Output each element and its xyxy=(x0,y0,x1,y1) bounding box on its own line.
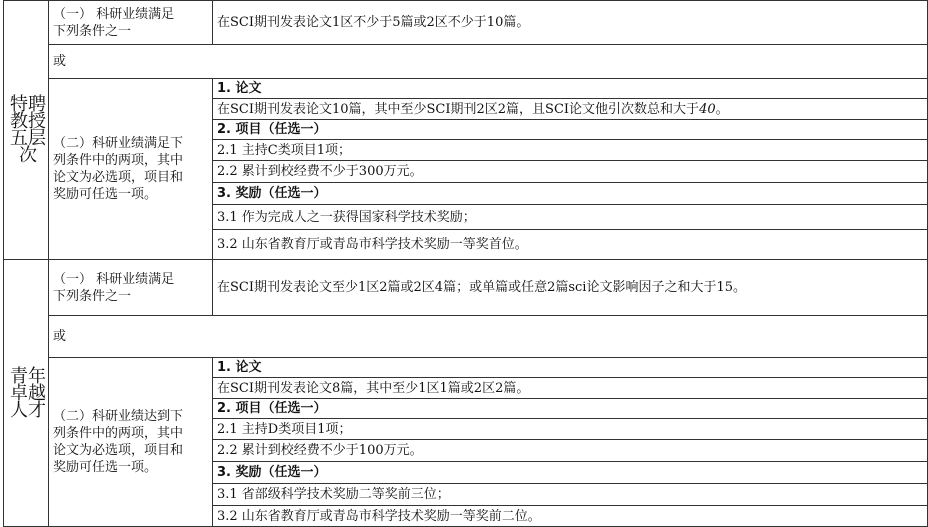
award-heading: 3. 奖励（任选一） xyxy=(213,183,928,205)
condition-cell xyxy=(49,260,213,316)
condition-line: （一） 科研业绩满足 xyxy=(53,271,175,287)
award-heading: 3. 奖励（任选一） xyxy=(213,462,928,484)
project-item: 2.1 主持D类项目1项； xyxy=(213,419,928,440)
project-heading: 2. 项目（任选一） xyxy=(213,120,928,140)
project-item: 2.2 累计到校经费不少于300万元。 xyxy=(213,161,928,183)
paper-heading: 1. 论文 xyxy=(213,79,928,99)
award-item: 3.2 山东省教育厅或青岛市科学技术奖励一等奖首位。 xyxy=(213,230,928,260)
tier-cell xyxy=(4,1,49,260)
condition-cell xyxy=(49,79,213,260)
condition-cell xyxy=(49,1,213,45)
condition-line: （二）科研业绩满足下 xyxy=(53,136,184,151)
tier-label: 特聘教授五层次 xyxy=(10,94,46,166)
paper-item xyxy=(213,99,928,120)
or-separator: 或 xyxy=(49,45,928,79)
table-row xyxy=(4,358,928,378)
condition-line: 下列条件之一 xyxy=(53,288,132,304)
table-row xyxy=(4,1,928,45)
or-separator: 或 xyxy=(49,316,928,358)
table-row xyxy=(4,79,928,99)
paper-item-text: 在SCI期刊发表论文10篇，其中至少SCI期刊2区2篇，且SCI论文他引次数总和大于 xyxy=(217,101,700,117)
condition-line: （二）科研业绩达到下 xyxy=(53,409,184,424)
project-item: 2.1 主持C类项目1项； xyxy=(213,140,928,161)
paper-heading: 1. 论文 xyxy=(213,358,928,378)
tier-label: 青年卓越人才 xyxy=(10,365,46,421)
project-item: 2.2 累计到校经费不少于100万元。 xyxy=(213,440,928,462)
award-item: 3.1 作为完成人之一获得国家科学技术奖励； xyxy=(213,205,928,230)
condition-line: 列条件中的两项，其中 xyxy=(53,426,184,441)
condition-line: 奖励可任选一项。 xyxy=(53,187,158,202)
condition-line: （一） 科研业绩满足 xyxy=(53,6,175,22)
award-item: 3.1 省部级科学技术奖励二等奖前三位； xyxy=(213,484,928,506)
condition-cell xyxy=(49,358,213,527)
project-heading: 2. 项目（任选一） xyxy=(213,399,928,419)
requirement-cell: 在SCI期刊发表论文1区不少于5篇或2区不少于10篇。 xyxy=(213,1,928,45)
paper-item-suffix: 。 xyxy=(715,101,729,117)
requirements-table xyxy=(3,0,928,527)
table-row xyxy=(4,260,928,316)
condition-line: 论文为必选项，项目和 xyxy=(53,170,184,185)
table-row xyxy=(4,45,928,79)
citation-count: 40 xyxy=(699,101,716,117)
requirement-cell: 在SCI期刊发表论文至少1区2篇或2区4篇；或单篇或任意2篇sci论文影响因子之和大于15。 xyxy=(213,260,928,316)
condition-line: 列条件中的两项，其中 xyxy=(53,153,184,168)
condition-line: 论文为必选项，项目和 xyxy=(53,443,184,458)
condition-line: 奖励可任选一项。 xyxy=(53,460,158,475)
condition-line: 下列条件之一 xyxy=(53,23,132,39)
table-row xyxy=(4,316,928,358)
paper-item: 在SCI期刊发表论文8篇，其中至少1区1篇或2区2篇。 xyxy=(213,378,928,399)
award-item: 3.2 山东省教育厅或青岛市科学技术奖励一等奖前二位。 xyxy=(213,506,928,527)
tier-cell xyxy=(4,260,49,527)
